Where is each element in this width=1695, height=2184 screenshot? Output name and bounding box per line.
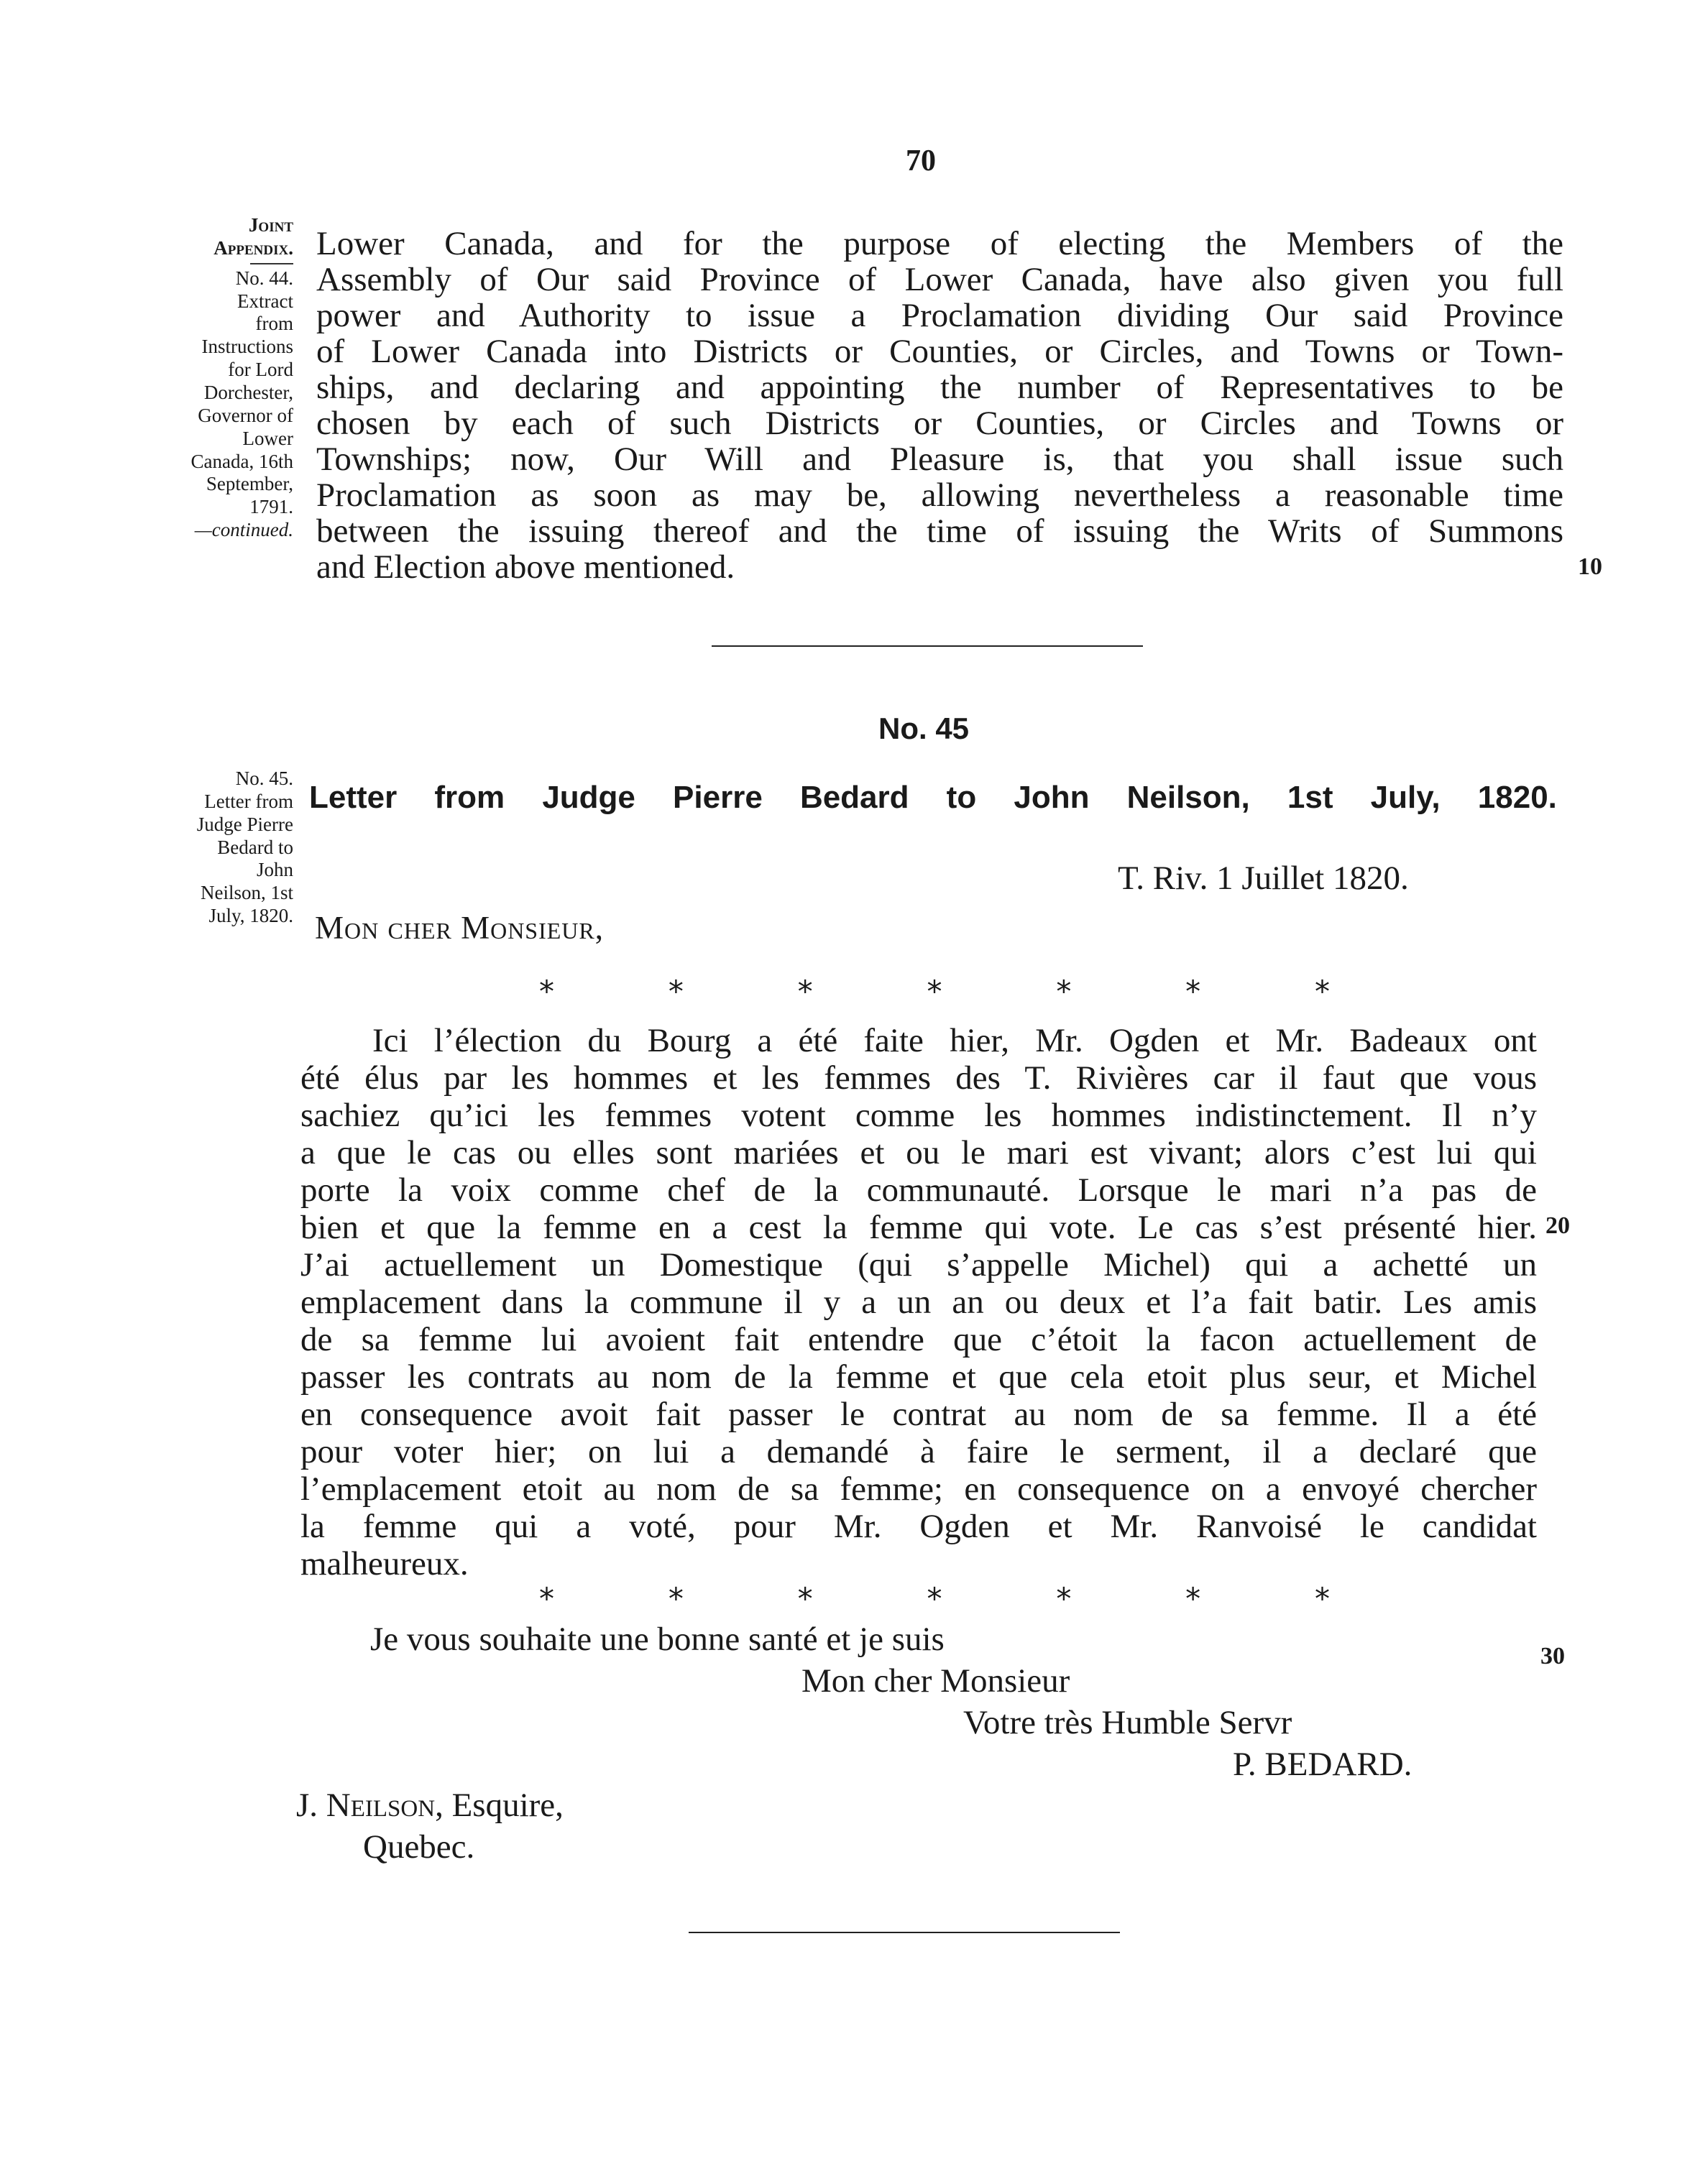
letter-line: bien et que la femme en a cest la femme qui vote. Le cas s’est présenté hier.: [300, 1209, 1537, 1246]
signature: P. BEDARD.: [1233, 1746, 1412, 1783]
sidenote-no-45: [144, 768, 293, 928]
salutation: [315, 909, 604, 946]
sidenote-line: July, 1820.: [208, 905, 293, 927]
letter-line: malheureux.: [300, 1545, 469, 1582]
passage-line: Townships; now, Our Will and Pleasure is, that you shall issue such: [316, 441, 1563, 478]
sidenote-line: Bedard to: [217, 836, 293, 858]
section-divider: [689, 1932, 1120, 1933]
passage-line: power and Authority to issue a Proclamation dividing Our said Province: [316, 297, 1563, 334]
heading-word: Neilson,: [1126, 780, 1250, 815]
sidenote-line: for Lord: [228, 359, 293, 381]
letter-line: de sa femme lui avoient fait entendre que c’étoit la facon actuellement de: [300, 1321, 1537, 1358]
letter-body: [300, 1022, 1537, 1582]
asterisk: *: [539, 1581, 554, 1616]
letter-line: a que le cas ou elles sont mariées et ou le mari est vivant; alors c’est lui qui: [300, 1134, 1537, 1171]
document-number: No. 45: [878, 711, 970, 745]
passage-line: chosen by each of such Districts or Counties, or Circles and Towns or: [316, 405, 1563, 442]
sidenote-line: from: [255, 313, 293, 335]
asterisk: *: [1185, 1581, 1201, 1616]
heading-word: 1st: [1287, 780, 1333, 815]
sidenote-continued: —continued.: [194, 519, 293, 541]
sidenote-divider: [250, 263, 293, 264]
heading-word: Judge: [542, 780, 635, 815]
sidenote-line: September,: [206, 473, 293, 495]
recipient-name: [296, 1786, 564, 1825]
document-heading: [309, 780, 1557, 816]
section-divider: [712, 645, 1143, 647]
heading-word: to: [946, 780, 977, 815]
sidenote-line: Letter from: [204, 790, 293, 812]
letter-line: porte la voix comme chef de la communauté. Lorsque le mari n’a pas de: [300, 1171, 1537, 1209]
letter-line: sachiez qu’ici les femmes votent comme les hommes indistinctement. Il n’y: [300, 1097, 1537, 1134]
letter-line: l’emplacement etoit au nom de sa femme; en consequence on a envoyé chercher: [300, 1470, 1537, 1508]
asterisk: *: [927, 1581, 942, 1616]
sidenote-heading-joint: Joint: [248, 214, 293, 236]
sidenote-line: No. 44.: [235, 267, 293, 289]
sidenote-line: No. 45.: [235, 768, 293, 789]
letter-line: Ici l’élection du Bourg a été faite hier, Mr. Ogden et Mr. Badeaux ont: [372, 1022, 1537, 1059]
line-number-30: 30: [1540, 1643, 1565, 1669]
asterisk: *: [797, 1581, 813, 1616]
sidenote-line: 1791.: [249, 496, 293, 518]
letter-line: passer les contrats au nom de la femme et que cela etoit plus seur, et Michel: [300, 1358, 1537, 1396]
heading-word: John: [1014, 780, 1090, 815]
passage-line: Proclamation as soon as may be, allowing nevertheless a reasonable time: [316, 476, 1563, 514]
heading-word: from: [434, 780, 505, 815]
line-number-10: 10: [1578, 553, 1602, 580]
sidenote-line: Instructions: [201, 336, 293, 358]
passage-line: Lower Canada, and for the purpose of electing the Members of the: [316, 225, 1563, 262]
closing-servant: Votre très Humble Servr: [963, 1704, 1292, 1741]
recipient-place: Quebec.: [363, 1828, 475, 1866]
dateline: T. Riv. 1 Juillet 1820.: [1118, 860, 1409, 897]
sidenote-line: John: [256, 859, 293, 881]
letter-line: J’ai actuellement un Domestique (qui s’appelle Michel) qui a achetté un: [300, 1246, 1537, 1284]
closing-address: Mon cher Monsieur: [801, 1662, 1070, 1700]
sidenote-line: Judge Pierre: [196, 813, 293, 835]
sidenote-heading-appendix: Appendix.: [213, 236, 293, 259]
sidenote-line: Dorchester,: [203, 382, 293, 404]
passage-line: and Election above mentioned.: [316, 548, 735, 586]
sidenote-no-44: [144, 214, 293, 542]
asterisk: *: [539, 974, 554, 1009]
sidenote-line: Governor of: [198, 404, 293, 426]
sidenote-line: Lower: [242, 427, 293, 449]
heading-word: Pierre: [673, 780, 763, 815]
passage-line: of Lower Canada into Districts or Counties, or Circles, and Towns or Town-: [316, 333, 1563, 370]
asterisk: *: [668, 974, 684, 1009]
asterisk: *: [1314, 1581, 1330, 1616]
salutation-text: Mon cher Monsieur,: [315, 910, 605, 946]
asterisk-break: [539, 1581, 1330, 1616]
sidenote-line: Neilson, 1st: [200, 882, 293, 904]
recipient-name-rest: , Esquire,: [435, 1787, 564, 1824]
letter-line: en consequence avoit fait passer le contrat au nom de sa femme. Il a été: [300, 1396, 1537, 1433]
letter-line: pour voter hier; on lui a demandé à faire le serment, il a declaré que: [300, 1433, 1537, 1470]
heading-word: July,: [1370, 780, 1441, 815]
sidenote-line: Canada, 16th: [190, 450, 293, 472]
asterisk: *: [668, 1581, 684, 1616]
asterisk: *: [927, 974, 942, 1009]
heading-word: Bedard: [799, 780, 909, 815]
passage-no-44: [316, 226, 1563, 585]
recipient-name-smallcaps: J. Neilson: [296, 1787, 436, 1824]
heading-word: Letter: [309, 780, 398, 815]
passage-line: between the issuing thereof and the time of issuing the Writs of Summons: [316, 512, 1563, 550]
passage-line: ships, and declaring and appointing the number of Representatives to be: [316, 369, 1563, 406]
page-number: 70: [906, 144, 936, 178]
letter-line: emplacement dans la commune il y a un an ou deux et l’a fait batir. Les amis: [300, 1284, 1537, 1321]
asterisk: *: [1056, 974, 1072, 1009]
passage-line: Assembly of Our said Province of Lower Canada, have also given you full: [316, 261, 1563, 298]
heading-word: 1820.: [1477, 780, 1557, 815]
asterisk: *: [1314, 974, 1330, 1009]
sidenote-line: Extract: [237, 290, 293, 312]
asterisk-break: [539, 974, 1330, 1009]
letter-line: été élus par les hommes et les femmes des T. Rivières car il faut que vous: [300, 1059, 1537, 1097]
asterisk: *: [797, 974, 813, 1009]
letter-line: la femme qui a voté, pour Mr. Ogden et Mr. Ranvoisé le candidat: [300, 1508, 1537, 1545]
asterisk: *: [1056, 1581, 1072, 1616]
asterisk: *: [1185, 974, 1201, 1009]
line-number-20: 20: [1545, 1212, 1570, 1239]
closing-wish: Je vous souhaite une bonne santé et je suis: [370, 1621, 945, 1658]
